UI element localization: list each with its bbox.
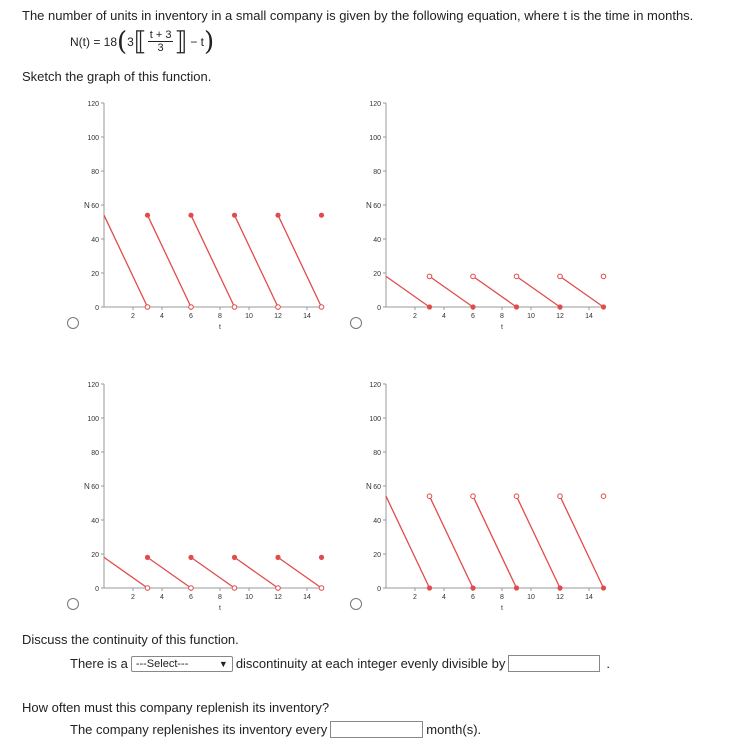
x-tick-label: 10 (245, 313, 253, 320)
open-point (189, 305, 194, 310)
chevron-down-icon: ▼ (218, 658, 228, 669)
graph-option-b (362, 85, 612, 333)
x-tick-label: 2 (413, 594, 417, 601)
series-segment (191, 215, 235, 307)
closed-point (275, 213, 280, 218)
open-point (514, 274, 519, 279)
y-tick-label: 60 (373, 484, 381, 491)
closed-point (601, 585, 606, 590)
y-tick-label: 100 (369, 135, 381, 142)
open-point (514, 494, 519, 499)
open-point (276, 586, 281, 591)
y-tick-label: 80 (373, 450, 381, 457)
closed-point (427, 304, 432, 309)
closed-point (232, 213, 237, 218)
formula-tail: − t (190, 34, 205, 49)
x-tick-label: 6 (471, 594, 475, 601)
closed-point (319, 213, 324, 218)
question-text: The number of units in inventory in a small company is given by the following equation, where t is the time in months. (22, 8, 694, 23)
open-point (145, 586, 150, 591)
x-tick-label: 14 (303, 594, 311, 601)
series-segment (386, 276, 430, 307)
closed-point (470, 585, 475, 590)
y-tick-label: 120 (87, 101, 99, 108)
period-mark: . (606, 656, 610, 671)
continuity-prefix: There is a (70, 656, 128, 671)
y-tick-label: 0 (377, 305, 381, 312)
closed-point (514, 585, 519, 590)
x-tick-label: 2 (131, 594, 135, 601)
x-tick-label: 12 (274, 594, 282, 601)
x-tick-label: 6 (471, 313, 475, 320)
discontinuity-type-select[interactable] (131, 656, 233, 672)
closed-point (557, 304, 562, 309)
x-tick-label: 6 (189, 313, 193, 320)
x-tick-label: 8 (218, 594, 222, 601)
closed-point (145, 555, 150, 560)
closed-point (514, 304, 519, 309)
x-axis-label: t (501, 605, 503, 612)
replenish-prefix: The company replenishes its inventory every (70, 722, 328, 737)
closed-point (427, 585, 432, 590)
series-segment (430, 496, 474, 588)
closed-point (188, 213, 193, 218)
closed-point (601, 304, 606, 309)
x-axis-label: t (501, 324, 503, 331)
open-point (471, 274, 476, 279)
x-tick-label: 8 (500, 594, 504, 601)
y-tick-label: 40 (91, 237, 99, 244)
series-segment (235, 215, 279, 307)
series-segment (560, 276, 604, 307)
radio-option-a[interactable] (67, 317, 79, 329)
open-point (145, 305, 150, 310)
formula: N(t) = 18 ( 3 ⟦ $\frac{t + 3}{3}$ ⟧ − t ) (70, 26, 215, 57)
closed-point (145, 213, 150, 218)
open-point (601, 494, 606, 499)
open-point (232, 586, 237, 591)
x-tick-label: 10 (527, 594, 535, 601)
series-segment (148, 557, 192, 588)
series-segment (104, 215, 148, 307)
y-tick-label: 20 (373, 552, 381, 559)
y-tick-label: 60 (373, 203, 381, 210)
y-tick-label: 80 (91, 169, 99, 176)
formula-fraction (148, 29, 174, 54)
x-tick-label: 8 (500, 313, 504, 320)
x-tick-label: 4 (442, 313, 446, 320)
months-input[interactable] (330, 721, 423, 738)
closed-point (470, 304, 475, 309)
y-tick-label: 80 (373, 169, 381, 176)
continuity-suffix: discontinuity at each integer evenly divisible by (235, 656, 506, 671)
y-axis-label: N (366, 482, 372, 491)
radio-option-c[interactable] (67, 598, 79, 610)
replenish-unit: month(s). (426, 722, 482, 737)
series-segment (386, 496, 430, 588)
series-segment (278, 215, 322, 307)
y-tick-label: 0 (95, 305, 99, 312)
x-tick-label: 12 (274, 313, 282, 320)
closed-point (557, 585, 562, 590)
series-segment (148, 215, 192, 307)
y-tick-label: 100 (87, 416, 99, 423)
series-segment (473, 276, 517, 307)
y-tick-label: 40 (373, 518, 381, 525)
y-tick-label: 120 (369, 382, 381, 389)
radio-option-b[interactable] (350, 317, 362, 329)
open-point (319, 586, 324, 591)
closed-point (188, 555, 193, 560)
x-tick-label: 4 (442, 594, 446, 601)
x-tick-label: 14 (303, 313, 311, 320)
x-tick-label: 12 (556, 313, 564, 320)
y-tick-label: 80 (91, 450, 99, 457)
formula-lhs: N(t) = 18 (70, 34, 118, 49)
y-tick-label: 60 (91, 203, 99, 210)
y-tick-label: 20 (91, 271, 99, 278)
formula-denominator: 3 (157, 42, 164, 54)
open-point (232, 305, 237, 310)
x-axis-label: t (219, 324, 221, 331)
y-tick-label: 60 (91, 484, 99, 491)
x-tick-label: 6 (189, 594, 193, 601)
series-segment (517, 496, 561, 588)
series-segment (430, 276, 474, 307)
sketch-prompt: Sketch the graph of this function. (22, 69, 212, 84)
series-segment (560, 496, 604, 588)
y-tick-label: 100 (369, 416, 381, 423)
closed-point (275, 555, 280, 560)
x-tick-label: 10 (245, 594, 253, 601)
series-segment (517, 276, 561, 307)
y-tick-label: 20 (373, 271, 381, 278)
y-axis-label: N (84, 482, 90, 491)
series-segment (104, 557, 148, 588)
radio-option-d[interactable] (350, 598, 362, 610)
open-point (427, 494, 432, 499)
open-point (319, 305, 324, 310)
x-tick-label: 14 (585, 594, 593, 601)
open-point (189, 586, 194, 591)
y-tick-label: 120 (369, 101, 381, 108)
x-tick-label: 4 (160, 313, 164, 320)
open-point (558, 494, 563, 499)
x-tick-label: 2 (131, 313, 135, 320)
y-tick-label: 40 (373, 237, 381, 244)
y-tick-label: 100 (87, 135, 99, 142)
open-point (558, 274, 563, 279)
open-point (427, 274, 432, 279)
series-segment (278, 557, 322, 588)
y-tick-label: 40 (91, 518, 99, 525)
graph-option-c (80, 366, 330, 614)
x-tick-label: 14 (585, 313, 593, 320)
y-tick-label: 0 (95, 586, 99, 593)
graph-option-a (80, 85, 330, 333)
replenish-heading: How often must this company replenish its inventory? (22, 700, 330, 715)
y-tick-label: 20 (91, 552, 99, 559)
x-tick-label: 12 (556, 594, 564, 601)
y-tick-label: 0 (377, 586, 381, 593)
formula-inner-coef: 3 (127, 34, 134, 49)
formula-numerator: t + 3 (149, 29, 172, 41)
select-value: ---Select--- (135, 657, 189, 670)
divisor-input[interactable] (508, 655, 600, 672)
x-tick-label: 10 (527, 313, 535, 320)
x-tick-label: 4 (160, 594, 164, 601)
continuity-row (70, 655, 610, 672)
open-point (601, 274, 606, 279)
x-tick-label: 8 (218, 313, 222, 320)
x-tick-label: 2 (413, 313, 417, 320)
graph-option-d (362, 366, 612, 614)
open-point (276, 305, 281, 310)
closed-point (319, 555, 324, 560)
y-axis-label: N (366, 201, 372, 210)
continuity-heading: Discuss the continuity of this function. (22, 632, 239, 647)
series-segment (473, 496, 517, 588)
x-axis-label: t (219, 605, 221, 612)
replenish-row (70, 721, 481, 738)
series-segment (191, 557, 235, 588)
closed-point (232, 555, 237, 560)
y-axis-label: N (84, 201, 90, 210)
open-point (471, 494, 476, 499)
y-tick-label: 120 (87, 382, 99, 389)
series-segment (235, 557, 279, 588)
